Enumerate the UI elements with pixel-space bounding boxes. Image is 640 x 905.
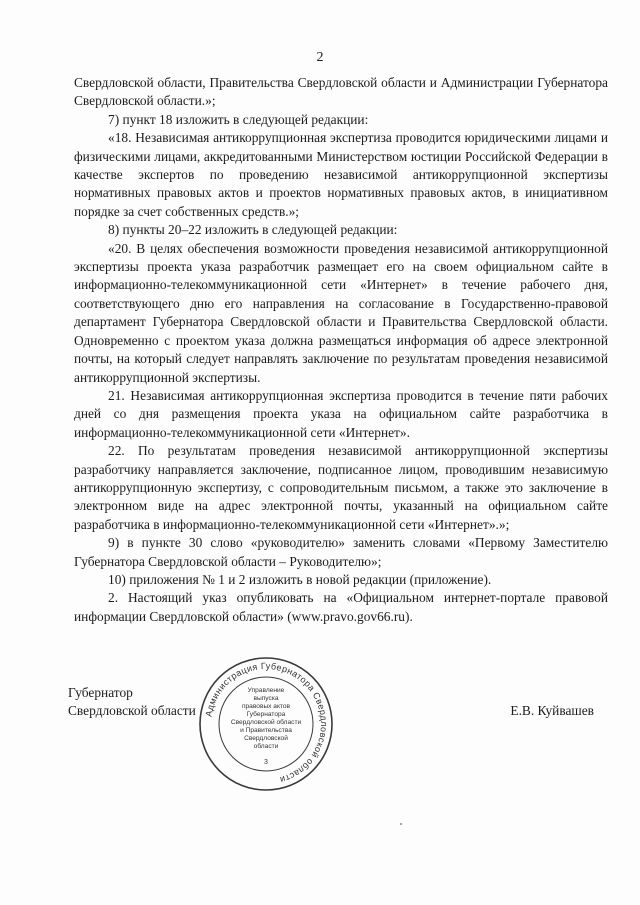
stamp-center-line: области [253,743,279,750]
scan-speck [400,823,402,825]
stamp-number: 3 [264,759,268,766]
paragraph-item-10: 10) приложения № 1 и 2 изложить в новой редакции (приложение). [108,571,492,587]
document-body [74,74,608,626]
stamp-ring-text: Администрация Губернатора Свердловской области [203,660,330,786]
stamp-center-line: Свердловской [244,735,288,742]
stamp-center-line: Управление [247,687,285,694]
official-stamp [196,654,336,794]
paragraph-point-22: 22. По результатам проведения независимой антикоррупционной экспертизы разработчику направляется заключение, подписанное лицом, проводившим независимую антикоррупционную экспертизу, с сопроводительным письмом, а также это заключение в электронном виде на адрес электронной почты, указанный на официальном сайте разработчика в информационно-телекоммуникационной сети «Интернет».»; [74,443,608,532]
signature-block [68,684,608,721]
stamp-center-line: выпуска [253,695,279,702]
signatory-title-line-2: Свердловской области [68,703,196,719]
paragraph-point-21: 21. Независимая антикоррупционная экспертиза проводится в течение пяти рабочих дней со дня размещения проекта указа на официальном сайте разработчика в информационно-телекоммуникационной сети «Интернет». [74,387,608,440]
stamp-center-line: и Правительства [240,727,292,734]
paragraph-item-8: 8) пункты 20–22 изложить в следующей редакции: [108,222,398,238]
paragraph-item-9: 9) в пункте 30 слово «руководителю» заменить словами «Первому Заместителю Губернатора Свердловской области – Руководителю»; [74,535,608,569]
stamp-center-line: Свердловской области [230,719,302,726]
paragraph-continuation: Свердловской области, Правительства Свердловской области и Администрации Губернатора Свердловской области.»; [74,75,608,109]
stamp-center-text [231,687,302,750]
paragraph-point-20: «20. В целях обеспечения возможности проведения независимой антикоррупционной экспертизы проекта указа разработчик размещает его на своем официальном сайте в информационно-телекоммуникационной сети «Интернет» в течение рабочего дня, соответствующего дню его направления на согласование в Государственно-правовой департамент Губернатора Свердловской области и Правительства Свердловской области. Одновременно с проектом указа должна размещаться информация об адресе электронной почты, на который следует направлять заключение по результатам проведения независимой антикоррупционной экспертизы. [74,240,608,385]
paragraph-point-18: «18. Независимая антикоррупционная экспертиза проводится юридическими лицами и физическими лицами, аккредитованными Министерством юстиции Российской Федерации в качестве экспертов по проведению независимой антикоррупционной экспертизы нормативных правовых актов и проектов нормативных правовых актов, в инициативном порядке за счет собственных средств.»; [74,130,608,219]
signatory-name: Е.В. Куйвашев [510,703,594,718]
signatory-title-line-1: Губернатор [68,685,133,700]
stamp-seal-icon [196,654,336,794]
paragraph-section-2: 2. Настоящий указ опубликовать на «Официальном интернет-портале правовой информации Свердловской области» (www.pravo.gov66.ru). [74,590,608,624]
page-number: 2 [316,50,324,65]
paragraph-item-7: 7) пункт 18 изложить в следующей редакции: [108,111,369,127]
stamp-center-line: правовых актов [241,703,291,710]
stamp-center-line: Губернатора [246,711,286,718]
